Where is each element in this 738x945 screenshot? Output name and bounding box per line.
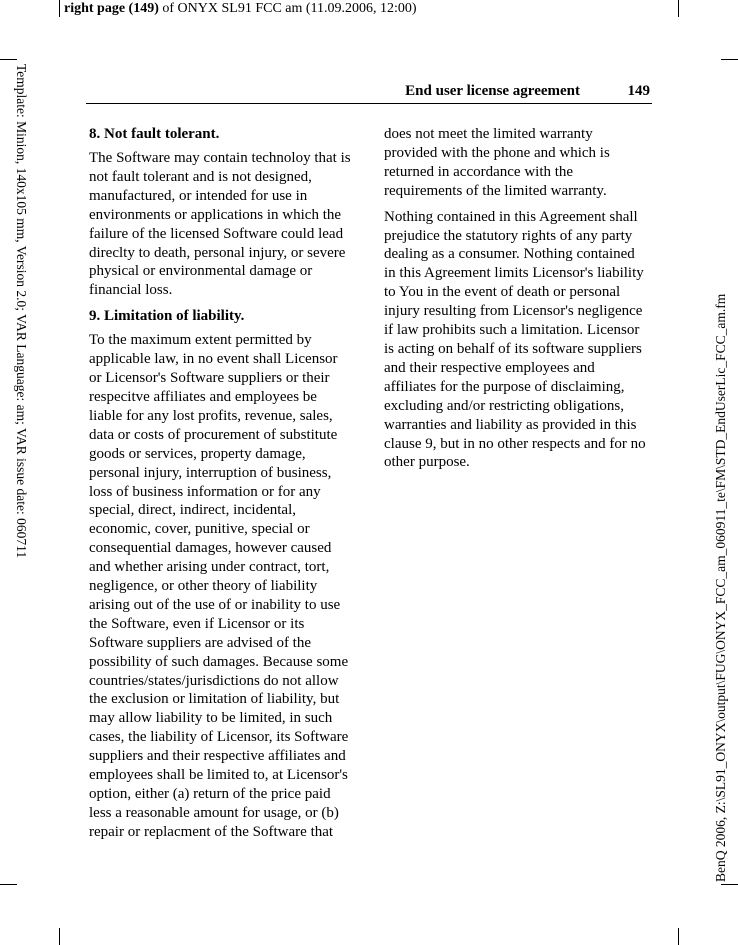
crop-mark <box>721 59 738 60</box>
crop-mark <box>0 59 17 60</box>
section-9-paragraph: To the maximum extent permitted by applicable law, in no event shall Licensor or Licensor's Software suppliers or their respecitve affiliates and employees be liable for any lost profits, revenue, sales, data or costs of procurement of substitute goods or services, property damage, personal injury, interruption of business, loss of business information or for any special, direct, indirect, incidental, economic, cover, punitive, special or consequential damages, however caused and whether arising under contract, tort, negligence, or other theory of liability arising out of the use of or inability to use the Software, even if Licensor or its Software suppliers are advised of the possibility of such damages. Because some countries/states/jurisdictions do not allow the exclusion or limitation of liability, but may allow liability to be limited, in such cases, the liability of Licensor, its Software suppliers and their respective affiliates and employees shall be limited to, at Licensor's option, either (a) return of the price paid less a reasonable amount for usage, or (b) repair or replacment of the Software that <box>89 332 349 840</box>
crop-mark <box>721 884 738 885</box>
page-number: 149 <box>627 83 650 99</box>
slug-page-label: right page (149) <box>64 1 159 16</box>
section-8-paragraph: The Software may contain technoloy that is not fault tolerant and is not designed, manufactured, or intended for use in environments or applications in which the failure of the licensed Software could lead direclty to death, personal injury, or severe physical or environmental damage or financial loss. <box>89 150 351 299</box>
file-path-info: BenQ 2006, Z:\SL91_ONYX\output\FUG\ONYX_FCC_am_060911_te\FM\STD_EndUserLic_FCC_am.fm <box>713 293 728 882</box>
section-9-heading: 9. Limitation of liability. <box>89 308 245 325</box>
section-8-heading: 8. Not fault tolerant. <box>89 126 220 142</box>
crop-mark <box>0 884 17 885</box>
section-title: End user license agreement <box>405 83 580 99</box>
crop-mark <box>59 928 60 945</box>
crop-mark <box>59 0 60 17</box>
slug-file-label: of ONYX SL91 FCC am (11.09.2006, 12:00) <box>158 1 417 16</box>
right-column <box>384 125 649 479</box>
agreement-paragraph: Nothing contained in this Agreement shall prejudice the statutory rights of any party dealing as a consumer. Nothing contained in this Agreement limits Licensor's liability to You in the event of death or personal injury resulting from Licensor's negligence if law prohibits such a limitation. Licensor is acting on behalf of its software suppliers and their respective employees and affiliates for the purpose of disclaiming, excluding and/or restricting obligations, warranties and liability as provided in this clause 9, but in no other respects and for no other purpose. <box>384 208 646 471</box>
continued-paragraph: does not meet the limited warranty provided with the phone and which is returned in accordance with the requirements of the limited warranty. <box>384 126 610 199</box>
running-header <box>86 82 652 104</box>
crop-mark <box>678 0 679 17</box>
print-slug <box>64 0 417 17</box>
left-column <box>89 125 353 849</box>
template-info: Template: Minion, 140x105 mm, Version 2.0; VAR Language: am; VAR issue date: 060711 <box>14 64 29 559</box>
crop-mark <box>678 928 679 945</box>
